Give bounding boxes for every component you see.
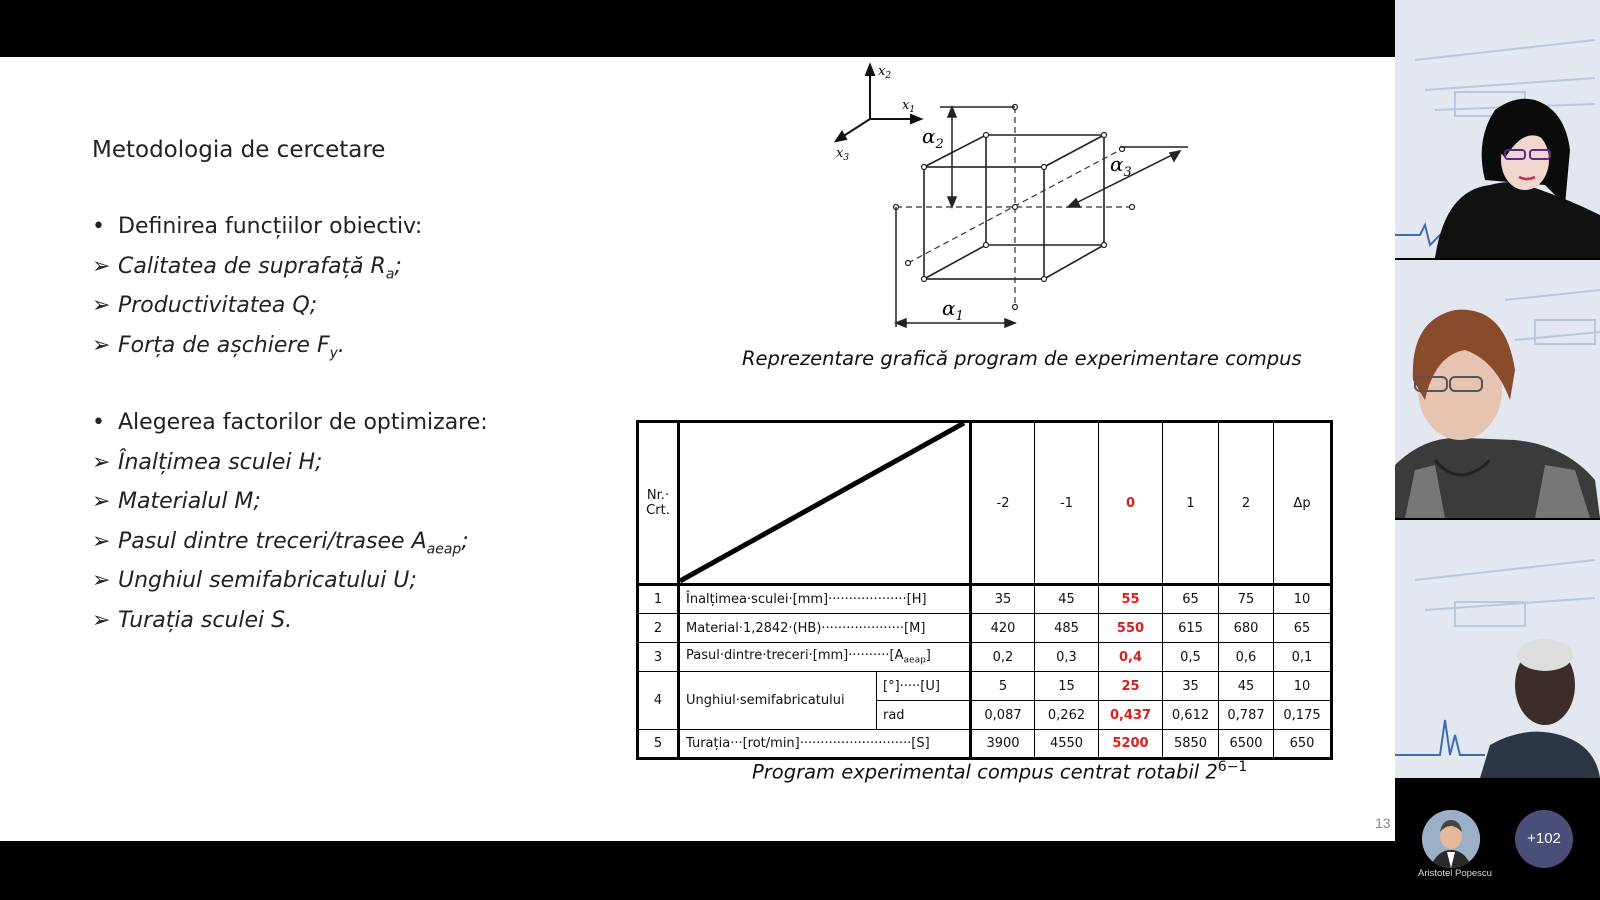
bullet-dot-icon: • — [92, 410, 105, 435]
slide-heading: Metodologia de cercetare — [92, 137, 386, 163]
presentation-slide — [0, 57, 1395, 841]
arrow-bullet-icon: ➢ — [92, 253, 111, 279]
arrow-bullet-icon: ➢ — [92, 489, 111, 514]
bullet-item: ➢ Calitatea de suprafață $R_a$; — [92, 247, 488, 287]
bullet-item: ➢ Turația sculei S. — [92, 601, 488, 641]
level-header: 0 — [1099, 422, 1163, 585]
table-header-nr: Nr.· Crt. — [638, 422, 679, 585]
bullet-list — [92, 207, 488, 640]
arrow-bullet-icon: ➢ — [92, 607, 111, 633]
dimension-alpha2 — [940, 107, 1015, 207]
video-tile[interactable] — [1395, 0, 1600, 258]
experiment-table — [636, 420, 1333, 760]
bullet-dot-icon: • — [92, 214, 105, 239]
video-tile[interactable] — [1395, 260, 1600, 518]
table-row: rad 0,087 0,262 0,437 0,612 0,787 0,175 — [638, 701, 1332, 730]
bullet-item: • Definirea funcțiilor obiectiv: — [92, 207, 488, 247]
more-participants-button[interactable]: +102 — [1515, 810, 1573, 868]
cube-diagram — [820, 61, 1200, 341]
table-row: 2 Material·1,2842·(HB)····················[M] 420 485 550 615 680 65 — [638, 614, 1332, 643]
participant-video — [1395, 260, 1600, 518]
table-caption: Program experimental compus centrat rotabil $2^{6-1}$ — [752, 759, 1248, 784]
table-row: 1 Înalțimea·sculei·[mm]···················[H] 35 45 55 65 75 10 — [638, 585, 1332, 614]
participant-avatar[interactable] — [1422, 810, 1480, 868]
bullet-item: ➢ Unghiul semifabricatului U; — [92, 561, 488, 601]
table-row: 3 $Pasul\cdot dintre\cdot treceri\cdot[mm]\cdot\cdot\cdot\cdot\cdot\cdot\cdot\cdot\cdot\cdot[A_{aeap}]$ 0,2 0,3 0,4 0,5 0,6 0,1 — [638, 643, 1332, 672]
level-header: 1 — [1163, 422, 1219, 585]
bullet-item: ➢ Productivitatea Q; — [92, 286, 488, 326]
bullet-item: ➢ Pasul dintre treceri/trasee $A_{aeap}$; — [92, 522, 488, 562]
participant-video — [1395, 520, 1600, 778]
axis-x2-label: $x_2$ — [878, 64, 892, 81]
avatar-photo — [1422, 810, 1480, 868]
level-header: Δp — [1274, 422, 1332, 585]
table-row: 4 Unghiul·semifabricatului [°]·····[U] 5 15 25 35 45 10 — [638, 672, 1332, 701]
diagram-caption: Reprezentare grafică program de experimentare compus — [742, 347, 1302, 370]
arrow-bullet-icon: ➢ — [92, 332, 111, 358]
participant-video — [1395, 0, 1600, 258]
arrow-bullet-icon: ➢ — [92, 293, 111, 318]
bullet-item: ➢ Forța de așchiere $F_y$. — [92, 326, 488, 366]
alpha2-label: $\alpha_2$ — [922, 124, 944, 152]
bullet-item: ➢ Materialul M; — [92, 482, 488, 522]
arrow-bullet-icon: ➢ — [92, 449, 111, 475]
level-header: -1 — [1035, 422, 1099, 585]
level-header: 2 — [1219, 422, 1274, 585]
page-number: 13 — [1375, 815, 1391, 831]
arrow-bullet-icon: ➢ — [92, 528, 111, 554]
alpha1-label: $\alpha_1$ — [942, 296, 964, 324]
bullet-item: • Alegerea factorilor de optimizare: — [92, 403, 488, 443]
alpha3-label: $\alpha_3$ — [1110, 152, 1132, 180]
level-header: -2 — [971, 422, 1035, 585]
table-header-diagonal — [679, 422, 971, 585]
participant-name: Aristotel Popescu — [1418, 868, 1492, 879]
axis-x3-label: $x_3$ — [836, 146, 850, 163]
axis-x1-label: $x_1$ — [902, 98, 916, 115]
bullet-item: ➢ Înalțimea sculei H; — [92, 443, 488, 483]
video-tile[interactable] — [1395, 520, 1600, 778]
arrow-bullet-icon: ➢ — [92, 568, 111, 593]
table-row: 5 Turația···[rot/min]···························[S] 3900 4550 5200 5850 6500 650 — [638, 730, 1332, 759]
diagonal-line — [680, 423, 966, 583]
